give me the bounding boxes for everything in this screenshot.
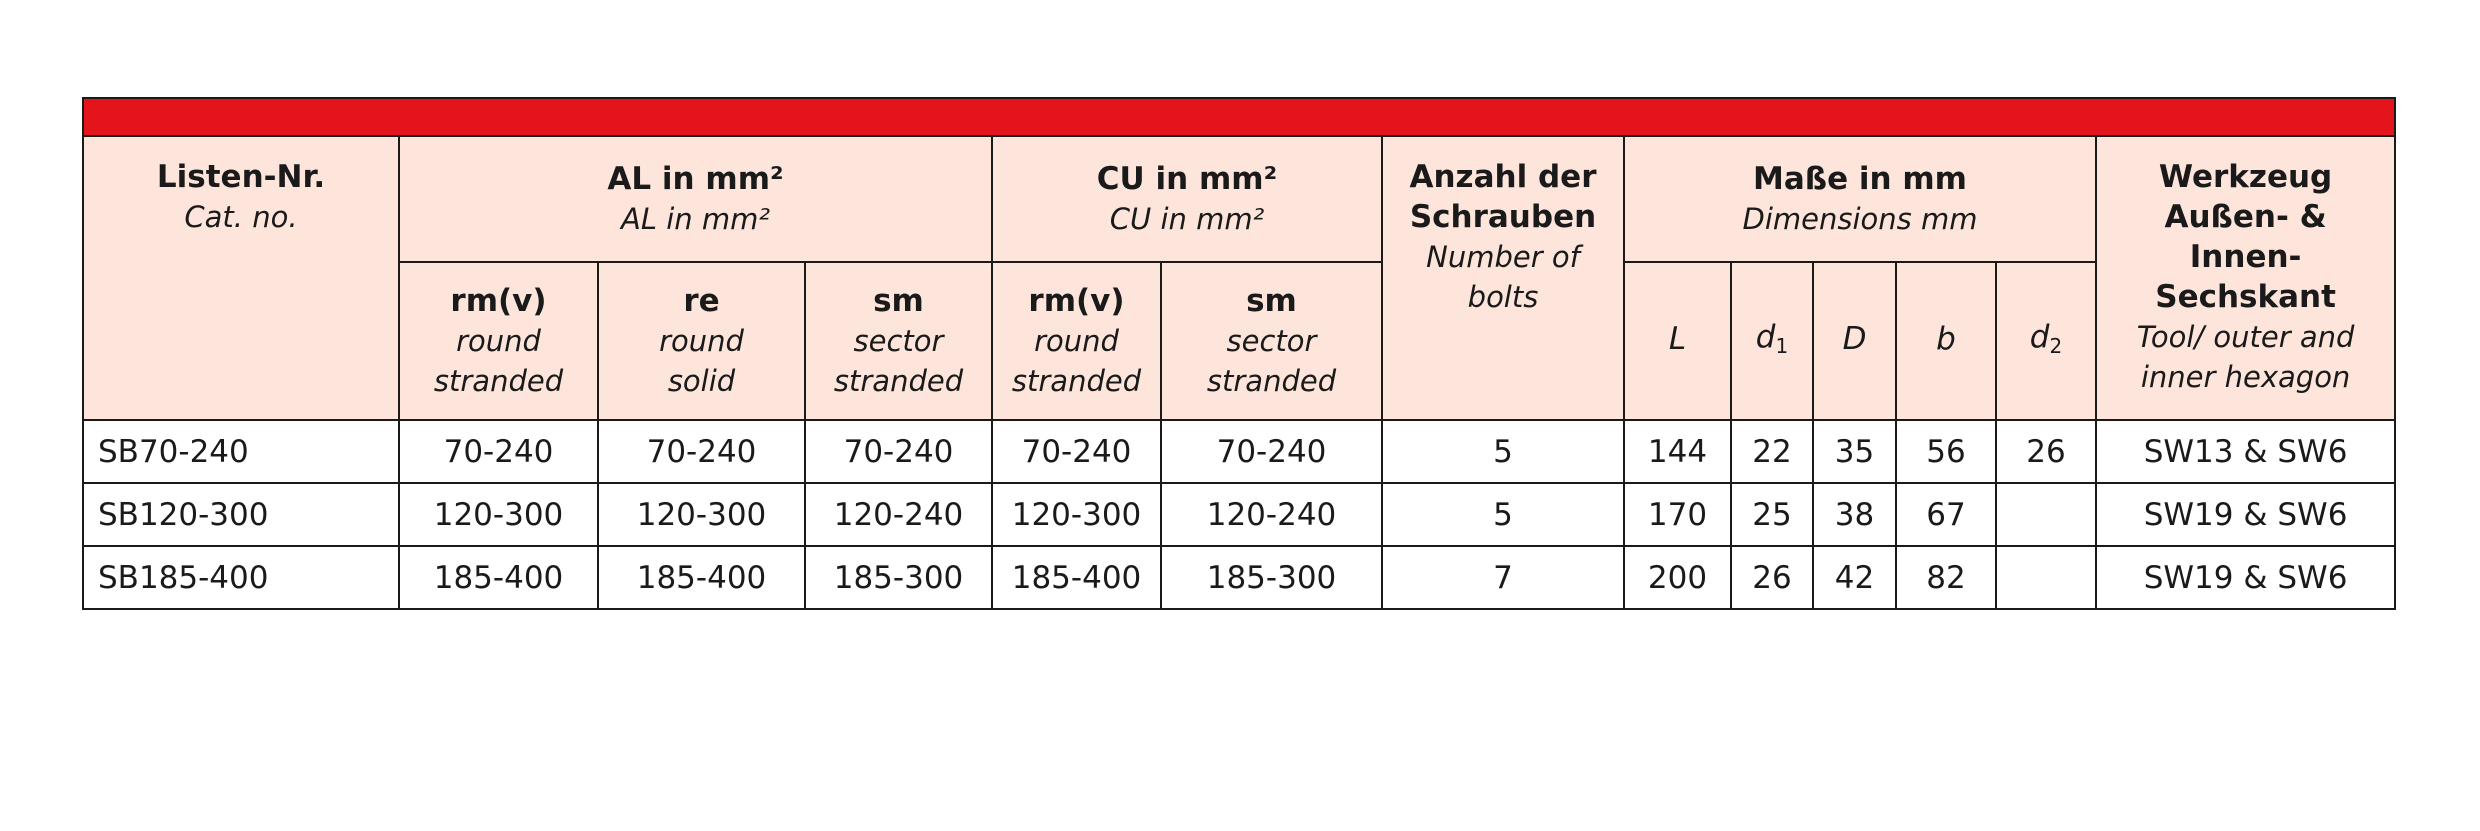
cell-al-sm: 185-300 [805, 546, 992, 609]
cell-al-re: 70-240 [598, 420, 805, 483]
col-cu-sm [1161, 262, 1382, 420]
cell-cat-no: SB185-400 [83, 546, 399, 609]
sub-desc-1: sector [1226, 324, 1317, 358]
col-dim-L [1624, 262, 1731, 420]
cell-bolts: 5 [1382, 420, 1624, 483]
cell-b: 56 [1896, 420, 1996, 483]
table-row [83, 420, 2395, 483]
sub-desc-2: stranded [433, 364, 564, 398]
cell-cu-sm: 120-240 [1161, 483, 1382, 546]
dim-subscript: 1 [1775, 333, 1789, 358]
cell-b: 82 [1896, 546, 1996, 609]
dim-symbol: D [1842, 320, 1867, 357]
cell-d2 [1996, 483, 2096, 546]
cell-L: 144 [1624, 420, 1731, 483]
dims-label-en: Dimensions mm [1742, 202, 1978, 236]
cell-d2 [1996, 546, 2096, 609]
cell-cu-rm: 185-400 [992, 546, 1161, 609]
cell-al-re: 185-400 [598, 546, 805, 609]
col-cat-no [83, 136, 399, 420]
col-cu-rm [992, 262, 1161, 420]
sub-code: sm [1246, 283, 1297, 319]
bolts-label-en-2: bolts [1467, 280, 1539, 314]
cell-d2: 26 [1996, 420, 2096, 483]
cell-D: 35 [1813, 420, 1896, 483]
cell-bolts: 7 [1382, 546, 1624, 609]
cat-no-label-de: Listen-Nr. [156, 159, 326, 195]
al-label-de: AL in mm² [607, 161, 784, 197]
sub-desc-1: sector [853, 324, 944, 358]
cu-label-de: CU in mm² [1096, 161, 1278, 197]
cell-tool: SW19 & SW6 [2096, 546, 2395, 609]
sub-desc-1: round [1034, 324, 1119, 358]
dim-subscript: 2 [2049, 333, 2063, 358]
cell-al-rm: 185-400 [399, 546, 598, 609]
cell-tool: SW13 & SW6 [2096, 420, 2395, 483]
cell-cu-rm: 120-300 [992, 483, 1161, 546]
sub-code: sm [873, 283, 924, 319]
cell-al-sm: 70-240 [805, 420, 992, 483]
tool-label-de-2: Außen- & [2164, 199, 2327, 235]
cell-al-rm: 120-300 [399, 483, 598, 546]
sub-desc-2: stranded [1206, 364, 1337, 398]
al-label-en: AL in mm² [621, 202, 770, 236]
tool-label-en-1: Tool/ outer and [2136, 320, 2355, 354]
cell-al-rm: 70-240 [399, 420, 598, 483]
bolts-label-de-1: Anzahl der [1409, 159, 1597, 195]
dims-label-de: Maße in mm [1753, 161, 1967, 197]
sub-desc-2: stranded [1011, 364, 1142, 398]
table-row [83, 483, 2395, 546]
cell-bolts: 5 [1382, 483, 1624, 546]
sub-desc-1: round [659, 324, 744, 358]
col-al-re [598, 262, 805, 420]
col-group-al [399, 136, 992, 262]
tool-label-de-1: Werkzeug [2158, 159, 2333, 195]
col-dim-b [1896, 262, 1996, 420]
tool-label-en-2: inner hexagon [2140, 360, 2351, 394]
sub-code: re [683, 283, 720, 319]
sub-code: rm(v) [1028, 283, 1125, 319]
cat-no-label-en: Cat. no. [184, 200, 298, 234]
cell-cu-sm: 70-240 [1161, 420, 1382, 483]
cell-D: 42 [1813, 546, 1896, 609]
col-group-cu [992, 136, 1382, 262]
cell-tool: SW19 & SW6 [2096, 483, 2395, 546]
dim-symbol: d [1755, 318, 1776, 355]
table-row [83, 546, 2395, 609]
cu-label-en: CU in mm² [1109, 202, 1265, 236]
cell-cu-sm: 185-300 [1161, 546, 1382, 609]
bolts-label-de-2: Schrauben [1409, 199, 1597, 235]
cell-cat-no: SB70-240 [83, 420, 399, 483]
cell-d1: 25 [1731, 483, 1813, 546]
col-bolts [1382, 136, 1624, 420]
dim-symbol: d [2029, 318, 2050, 355]
cell-d1: 26 [1731, 546, 1813, 609]
col-al-sm [805, 262, 992, 420]
dim-symbol: L [1668, 320, 1687, 357]
cell-D: 38 [1813, 483, 1896, 546]
sub-desc-2: stranded [833, 364, 964, 398]
cell-L: 170 [1624, 483, 1731, 546]
cell-L: 200 [1624, 546, 1731, 609]
col-dim-d2 [1996, 262, 2096, 420]
specification-table [82, 97, 2396, 610]
col-dim-d1 [1731, 262, 1813, 420]
cell-d1: 22 [1731, 420, 1813, 483]
cell-al-re: 120-300 [598, 483, 805, 546]
cell-al-sm: 120-240 [805, 483, 992, 546]
cell-b: 67 [1896, 483, 1996, 546]
dim-symbol: b [1936, 320, 1956, 357]
cell-cu-rm: 70-240 [992, 420, 1161, 483]
col-dim-D [1813, 262, 1896, 420]
col-group-dimensions [1624, 136, 2096, 262]
bolts-label-en-1: Number of [1426, 240, 1580, 274]
col-al-rm [399, 262, 598, 420]
tool-label-de-4: Sechskant [2155, 279, 2336, 315]
cell-cat-no: SB120-300 [83, 483, 399, 546]
tool-label-de-3: Innen- [2189, 239, 2302, 275]
sub-desc-2: solid [667, 364, 736, 398]
col-tool [2096, 136, 2395, 420]
sub-desc-1: round [456, 324, 541, 358]
sub-code: rm(v) [450, 283, 547, 319]
header-red-bar [83, 98, 2395, 136]
